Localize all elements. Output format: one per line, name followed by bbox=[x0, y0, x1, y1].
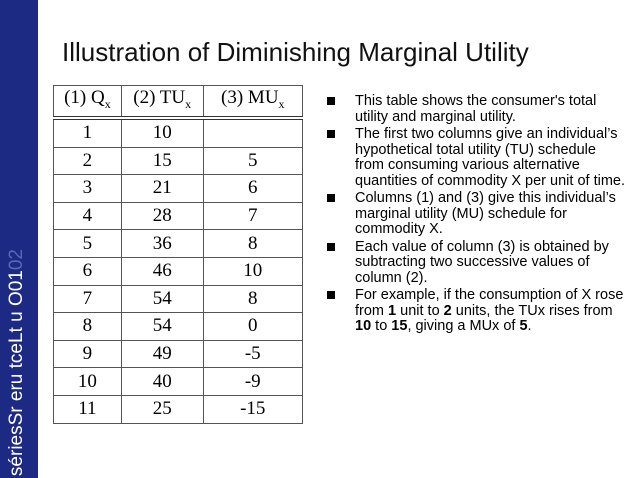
square-bullet-icon bbox=[327, 291, 335, 299]
bullet-item bbox=[320, 191, 625, 238]
cell-marginal-utility: -9 bbox=[203, 368, 302, 396]
header-quantity bbox=[54, 86, 122, 119]
cell-total-utility: 54 bbox=[121, 313, 203, 341]
header-tu-label: (2) TU bbox=[133, 87, 186, 109]
bullet-item bbox=[320, 240, 625, 287]
bullet-text-part: , giving a MUx of bbox=[407, 318, 520, 334]
header-marginal-utility bbox=[203, 86, 302, 119]
table-row bbox=[54, 257, 303, 285]
cell-quantity: 5 bbox=[54, 230, 122, 258]
cell-quantity: 10 bbox=[54, 368, 122, 396]
table-row bbox=[54, 395, 303, 423]
header-mu-sub: x bbox=[278, 96, 285, 111]
cell-total-utility: 36 bbox=[121, 230, 203, 258]
table-row bbox=[54, 340, 303, 368]
header-mu-label: (3) MU bbox=[221, 87, 279, 109]
bullet-item bbox=[320, 288, 625, 335]
bullet-item bbox=[320, 127, 625, 189]
table-row bbox=[54, 285, 303, 313]
cell-quantity: 8 bbox=[54, 313, 122, 341]
cell-quantity: 11 bbox=[54, 395, 122, 423]
cell-marginal-utility: -5 bbox=[203, 340, 302, 368]
cell-total-utility: 28 bbox=[121, 202, 203, 230]
bullet-text: Each value of column (3) is obtained by subtracting two successive values of column (2). bbox=[355, 238, 609, 286]
cell-marginal-utility: 8 bbox=[203, 230, 302, 258]
table-row bbox=[54, 313, 303, 341]
cell-total-utility: 54 bbox=[121, 285, 203, 313]
bullet-text-bold: 5 bbox=[519, 318, 528, 334]
table-row bbox=[54, 368, 303, 396]
bullet-text-bold: 10 bbox=[355, 318, 372, 334]
cell-total-utility: 49 bbox=[121, 340, 203, 368]
cell-total-utility: 25 bbox=[121, 395, 203, 423]
cell-quantity: 4 bbox=[54, 202, 122, 230]
bullet-item bbox=[320, 94, 625, 125]
cell-quantity: 6 bbox=[54, 257, 122, 285]
bullet-text-bold: 2 bbox=[443, 302, 452, 319]
sidebar-band bbox=[0, 0, 38, 478]
sidebar-text-main: sériesSr eru tceLt u O01 bbox=[6, 270, 27, 476]
table-header-row bbox=[54, 86, 303, 119]
cell-total-utility: 46 bbox=[121, 257, 203, 285]
slide-title: Illustration of Diminishing Marginal Utility bbox=[62, 37, 529, 67]
cell-marginal-utility: 5 bbox=[203, 147, 302, 175]
cell-marginal-utility: 6 bbox=[203, 175, 302, 203]
bullet-text bbox=[355, 287, 623, 334]
cell-marginal-utility: 10 bbox=[203, 257, 302, 285]
cell-total-utility: 40 bbox=[121, 368, 203, 396]
bullet-list bbox=[320, 94, 625, 337]
utility-table bbox=[53, 85, 303, 424]
cell-marginal-utility: 0 bbox=[203, 313, 302, 341]
header-quantity-label: (1) Q bbox=[64, 87, 105, 109]
square-bullet-icon bbox=[327, 194, 335, 202]
square-bullet-icon bbox=[327, 130, 335, 138]
table-row bbox=[54, 175, 303, 203]
header-total-utility bbox=[121, 86, 203, 119]
cell-marginal-utility: -15 bbox=[203, 395, 302, 423]
bullet-text-bold: 15 bbox=[391, 318, 408, 334]
table-row bbox=[54, 118, 303, 147]
sidebar-vertical-text bbox=[6, 249, 28, 476]
bullet-text: Columns (1) and (3) give this individual’s marginal utility (MU) schedule for commodity X. bbox=[355, 190, 616, 237]
bullet-text: The first two columns give an individual’s hypothetical total utility (TU) schedule from consuming various alternative quantities of commodity X per unit of time. bbox=[355, 126, 625, 189]
cell-marginal-utility: 7 bbox=[203, 202, 302, 230]
sidebar-text-faded: 02 bbox=[6, 248, 27, 271]
square-bullet-icon bbox=[327, 97, 335, 105]
bullet-text-part: . bbox=[527, 318, 532, 334]
cell-marginal-utility bbox=[203, 118, 302, 147]
cell-quantity: 3 bbox=[54, 175, 122, 203]
square-bullet-icon bbox=[327, 243, 335, 251]
bullet-text-bold: 1 bbox=[388, 302, 397, 319]
bullet-text-part: unit to bbox=[396, 302, 444, 319]
cell-total-utility: 10 bbox=[121, 118, 203, 147]
bullet-text-part: units, the TUx rises from bbox=[451, 302, 613, 319]
cell-quantity: 9 bbox=[54, 340, 122, 368]
cell-quantity: 7 bbox=[54, 285, 122, 313]
bullet-text: This table shows the consumer's total utility and marginal utility. bbox=[355, 93, 597, 125]
bullet-text-part: For example, if the consumption of X rose from bbox=[355, 287, 624, 319]
table-body bbox=[54, 118, 303, 423]
cell-quantity: 2 bbox=[54, 147, 122, 175]
table-row bbox=[54, 230, 303, 258]
cell-quantity: 1 bbox=[54, 118, 122, 147]
header-tu-sub: x bbox=[185, 96, 192, 111]
table-row bbox=[54, 202, 303, 230]
utility-table-grid bbox=[53, 85, 303, 424]
bullet-text-part: to bbox=[371, 318, 392, 334]
cell-total-utility: 15 bbox=[121, 147, 203, 175]
cell-marginal-utility: 8 bbox=[203, 285, 302, 313]
cell-total-utility: 21 bbox=[121, 175, 203, 203]
header-quantity-sub: x bbox=[104, 96, 111, 111]
table-row bbox=[54, 147, 303, 175]
